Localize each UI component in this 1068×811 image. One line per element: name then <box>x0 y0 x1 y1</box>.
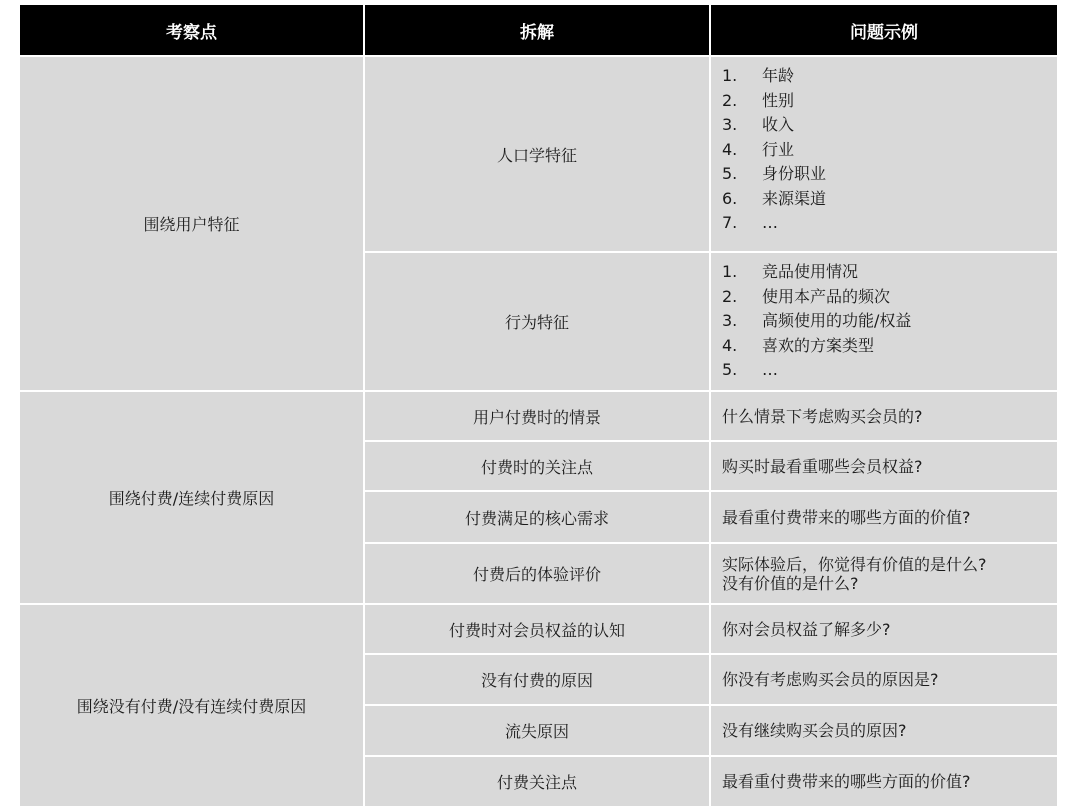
list-number: 7. <box>722 213 738 232</box>
aspect-cell: 付费后的体验评价 <box>365 544 709 603</box>
topic-cell: 围绕没有付费/没有连续付费原因 <box>20 605 363 806</box>
list-item-text: 收入 <box>762 115 795 134</box>
list-item <box>722 309 911 334</box>
example-text: 没有价值的是什么? <box>722 573 859 593</box>
list-item <box>722 211 826 236</box>
list-item <box>722 260 911 285</box>
list-item-text: 年龄 <box>762 66 795 85</box>
example-list-cell <box>711 57 1057 251</box>
list-item-text: 行业 <box>762 139 795 159</box>
list-item <box>722 162 826 187</box>
list-item <box>722 187 826 212</box>
list-number: 3. <box>722 311 738 330</box>
list-number: 2. <box>722 90 738 110</box>
list-item-text: 身份职业 <box>762 164 827 183</box>
list-item-text: … <box>762 360 778 379</box>
example-cell: 你对会员权益了解多少? <box>711 605 1057 653</box>
list-item <box>722 89 826 114</box>
aspect-cell: 付费时对会员权益的认知 <box>365 605 709 653</box>
list-item-text: 高频使用的功能/权益 <box>762 311 912 330</box>
topic-cell: 围绕用户特征 <box>20 57 363 390</box>
example-list <box>722 64 826 236</box>
aspect-cell: 流失原因 <box>365 706 709 755</box>
list-item-text: 使用本产品的频次 <box>762 286 891 306</box>
topic-cell: 围绕付费/连续付费原因 <box>20 392 363 603</box>
example-cell <box>711 544 1057 603</box>
example-cell: 最看重付费带来的哪些方面的价值? <box>711 757 1057 806</box>
aspect-cell: 没有付费的原因 <box>365 655 709 704</box>
list-number: 6. <box>722 188 738 208</box>
example-cell: 什么情景下考虑购买会员的? <box>711 392 1057 440</box>
list-item-text: 来源渠道 <box>762 188 827 208</box>
list-number: 5. <box>722 164 738 183</box>
list-item <box>722 285 911 310</box>
list-number: 5. <box>722 360 738 379</box>
aspect-cell: 人口学特征 <box>365 57 709 251</box>
list-number: 1. <box>722 66 738 85</box>
list-item <box>722 64 826 89</box>
aspect-cell: 用户付费时的情景 <box>365 392 709 440</box>
example-cell: 你没有考虑购买会员的原因是? <box>711 655 1057 704</box>
aspect-cell: 付费满足的核心需求 <box>365 492 709 542</box>
list-number: 3. <box>722 115 738 134</box>
example-cell: 最看重付费带来的哪些方面的价值? <box>711 492 1057 542</box>
example-text: 实际体验后，你觉得有价值的是什么? <box>722 554 987 574</box>
list-item <box>722 334 911 359</box>
list-item <box>722 113 826 138</box>
list-number: 2. <box>722 286 738 306</box>
aspect-cell: 付费关注点 <box>365 757 709 806</box>
example-cell: 没有继续购买会员的原因? <box>711 706 1057 755</box>
list-item-text: 喜欢的方案类型 <box>762 335 875 355</box>
list-item <box>722 138 826 163</box>
list-number: 4. <box>722 139 738 159</box>
list-number: 1. <box>722 262 738 281</box>
list-item-text: 竞品使用情况 <box>762 262 859 281</box>
header-col1: 考察点 <box>20 5 363 55</box>
aspect-cell: 付费时的关注点 <box>365 442 709 490</box>
list-item-text: 性别 <box>762 90 795 110</box>
list-number: 4. <box>722 335 738 355</box>
research-table <box>20 5 1056 804</box>
aspect-cell: 行为特征 <box>365 253 709 390</box>
example-cell: 购买时最看重哪些会员权益? <box>711 442 1057 490</box>
header-col3: 问题示例 <box>711 5 1057 55</box>
header-col2: 拆解 <box>365 5 709 55</box>
list-item <box>722 358 911 383</box>
example-list <box>722 260 911 383</box>
example-list-cell <box>711 253 1057 390</box>
list-item-text: … <box>762 213 778 232</box>
